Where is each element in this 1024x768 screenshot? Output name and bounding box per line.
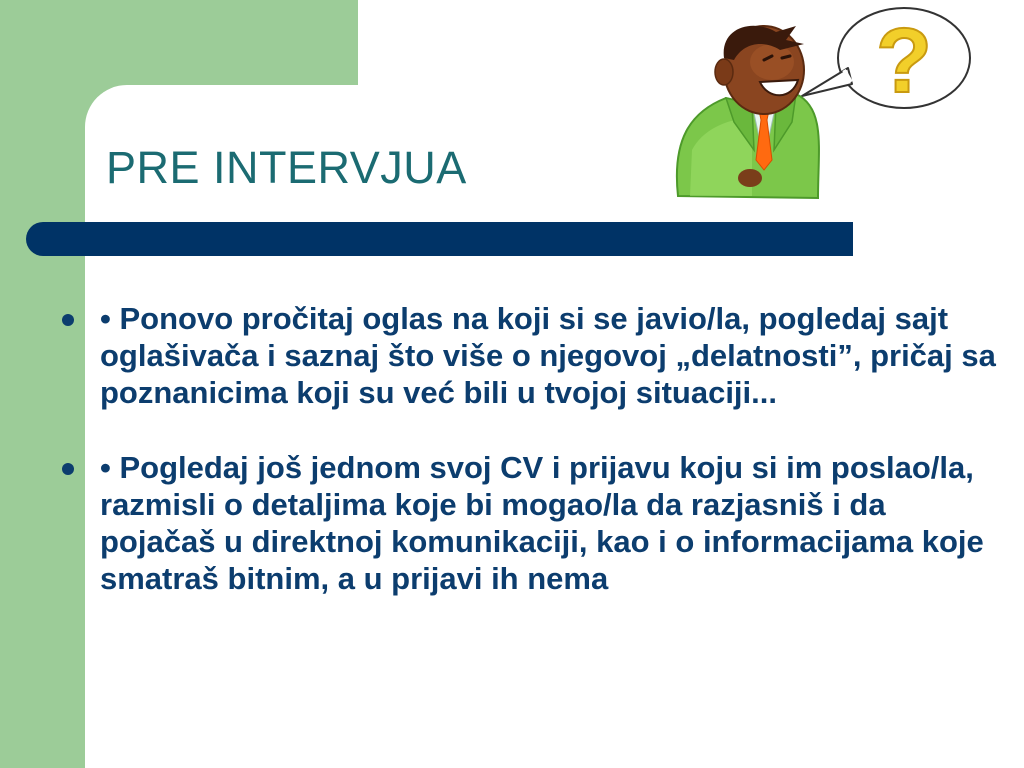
- bullet-dot-icon: [62, 463, 74, 475]
- slide-title: PRE INTERVJUA: [106, 142, 467, 193]
- speech-bubble: [802, 8, 970, 112]
- question-mark-icon: ?: [875, 10, 933, 112]
- bullet-list: [62, 300, 997, 635]
- bullet-dot-icon: [62, 314, 74, 326]
- bullet-text: • Pogledaj još jednom svoj CV i prijavu koju si im poslao/la, razmisli o detaljima koje bi mogao/la da razjasniš i da pojačaš u direktnoj komunikaciji, kao i o informacijama koje smatraš bitnim, a u prijavi ih nema: [100, 450, 984, 596]
- person-figure: [677, 26, 819, 198]
- list-item: [62, 300, 997, 411]
- top-green-band: [0, 0, 358, 85]
- bullet-text: • Ponovo pročitaj oglas na koji si se javio/la, pogledaj sajt oglašivača i saznaj što više o njegovoj „delatnosti”, pričaj sa poznanicima koji su već bili u tvojoj situaciji...: [100, 301, 996, 410]
- thinking-man-clipart: [668, 0, 988, 215]
- list-item: [62, 449, 997, 597]
- title-underline-bar: [26, 222, 853, 256]
